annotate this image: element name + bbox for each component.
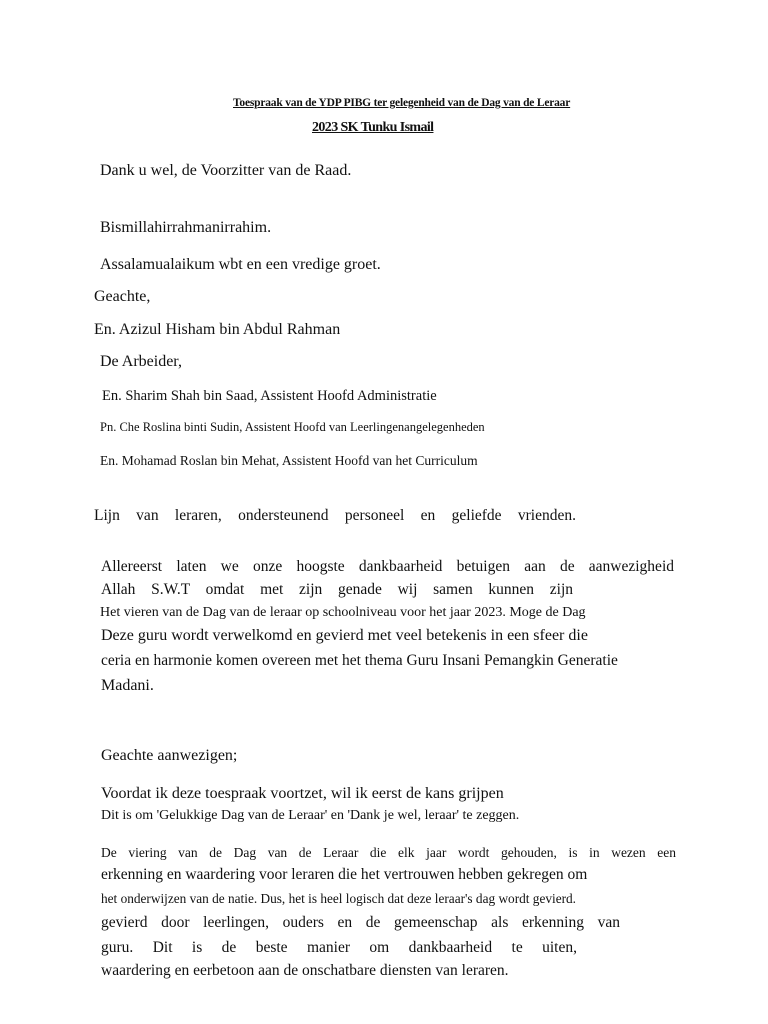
paragraph-2-line-1: Voordat ik deze toespraak voortzet, wil ik eerst de kans grijpen [101, 785, 504, 802]
paragraph-1-line-3: Het vieren van de Dag van de leraar op schoolniveau voor het jaar 2023. Moge de Dag [100, 605, 586, 620]
greeting-bismillah: Bismillahirrahmanirrahim. [100, 219, 272, 236]
greeting-chair: Dank u wel, de Voorzitter van de Raad. [100, 162, 352, 179]
greeting-name-2: En. Sharim Shah bin Saad, Assistent Hoofd Administratie [102, 388, 437, 404]
paragraph-1-line-6: Madani. [101, 677, 154, 694]
greeting-audience: Lijn van leraren, ondersteunend personeel en geliefde vrienden. [94, 507, 576, 524]
paragraph-3-line-1: De viering van de Dag van de Leraar die elk jaar wordt gehouden, is in wezen een [101, 845, 676, 860]
greeting-name-4: En. Mohamad Roslan bin Mehat, Assistent Hoofd van het Curriculum [100, 453, 478, 468]
greeting-name-3: Pn. Che Roslina binti Sudin, Assistent Hoofd van Leerlingenangelegenheden [100, 420, 485, 434]
paragraph-1-line-1: Allereerst laten we onze hoogste dankbaarheid betuigen aan de aanwezigheid [101, 558, 674, 575]
speech-subtitle: 2023 SK Tunku Ismail [312, 120, 434, 135]
greeting-worker: De Arbeider, [100, 353, 182, 370]
paragraph-3-line-5: guru. Dit is de beste manier om dankbaarheid te uiten, [101, 939, 577, 956]
greeting-name-1: En. Azizul Hisham bin Abdul Rahman [94, 321, 341, 338]
paragraph-2-address: Geachte aanwezigen; [101, 747, 238, 764]
paragraph-3-line-6: waardering en eerbetoon aan de onschatbare diensten van leraren. [101, 962, 509, 979]
paragraph-1-line-4: Deze guru wordt verwelkomd en gevierd met veel betekenis in een sfeer die [101, 627, 588, 644]
paragraph-3-line-3: het onderwijzen van de natie. Dus, het is heel logisch dat deze leraar's dag wordt gevierd. [101, 891, 577, 906]
paragraph-2-line-2: Dit is om 'Gelukkige Dag van de Leraar' en 'Dank je wel, leraar' te zeggen. [101, 808, 520, 823]
paragraph-3-line-4: gevierd door leerlingen, ouders en de gemeenschap als erkenning van [101, 914, 620, 931]
greeting-salam: Assalamualaikum wbt en een vredige groet. [100, 256, 381, 273]
greeting-dear: Geachte, [94, 288, 151, 305]
speech-title: Toespraak van de YDP PIBG ter gelegenheid van de Dag van de Leraar [233, 97, 571, 109]
paragraph-3-line-2: erkenning en waardering voor leraren die het vertrouwen hebben gekregen om [101, 866, 588, 883]
paragraph-1-line-2: Allah S.W.T omdat met zijn genade wij samen kunnen zijn [101, 581, 573, 598]
paragraph-1-line-5: ceria en harmonie komen overeen met het thema Guru Insani Pemangkin Generatie [101, 652, 618, 669]
